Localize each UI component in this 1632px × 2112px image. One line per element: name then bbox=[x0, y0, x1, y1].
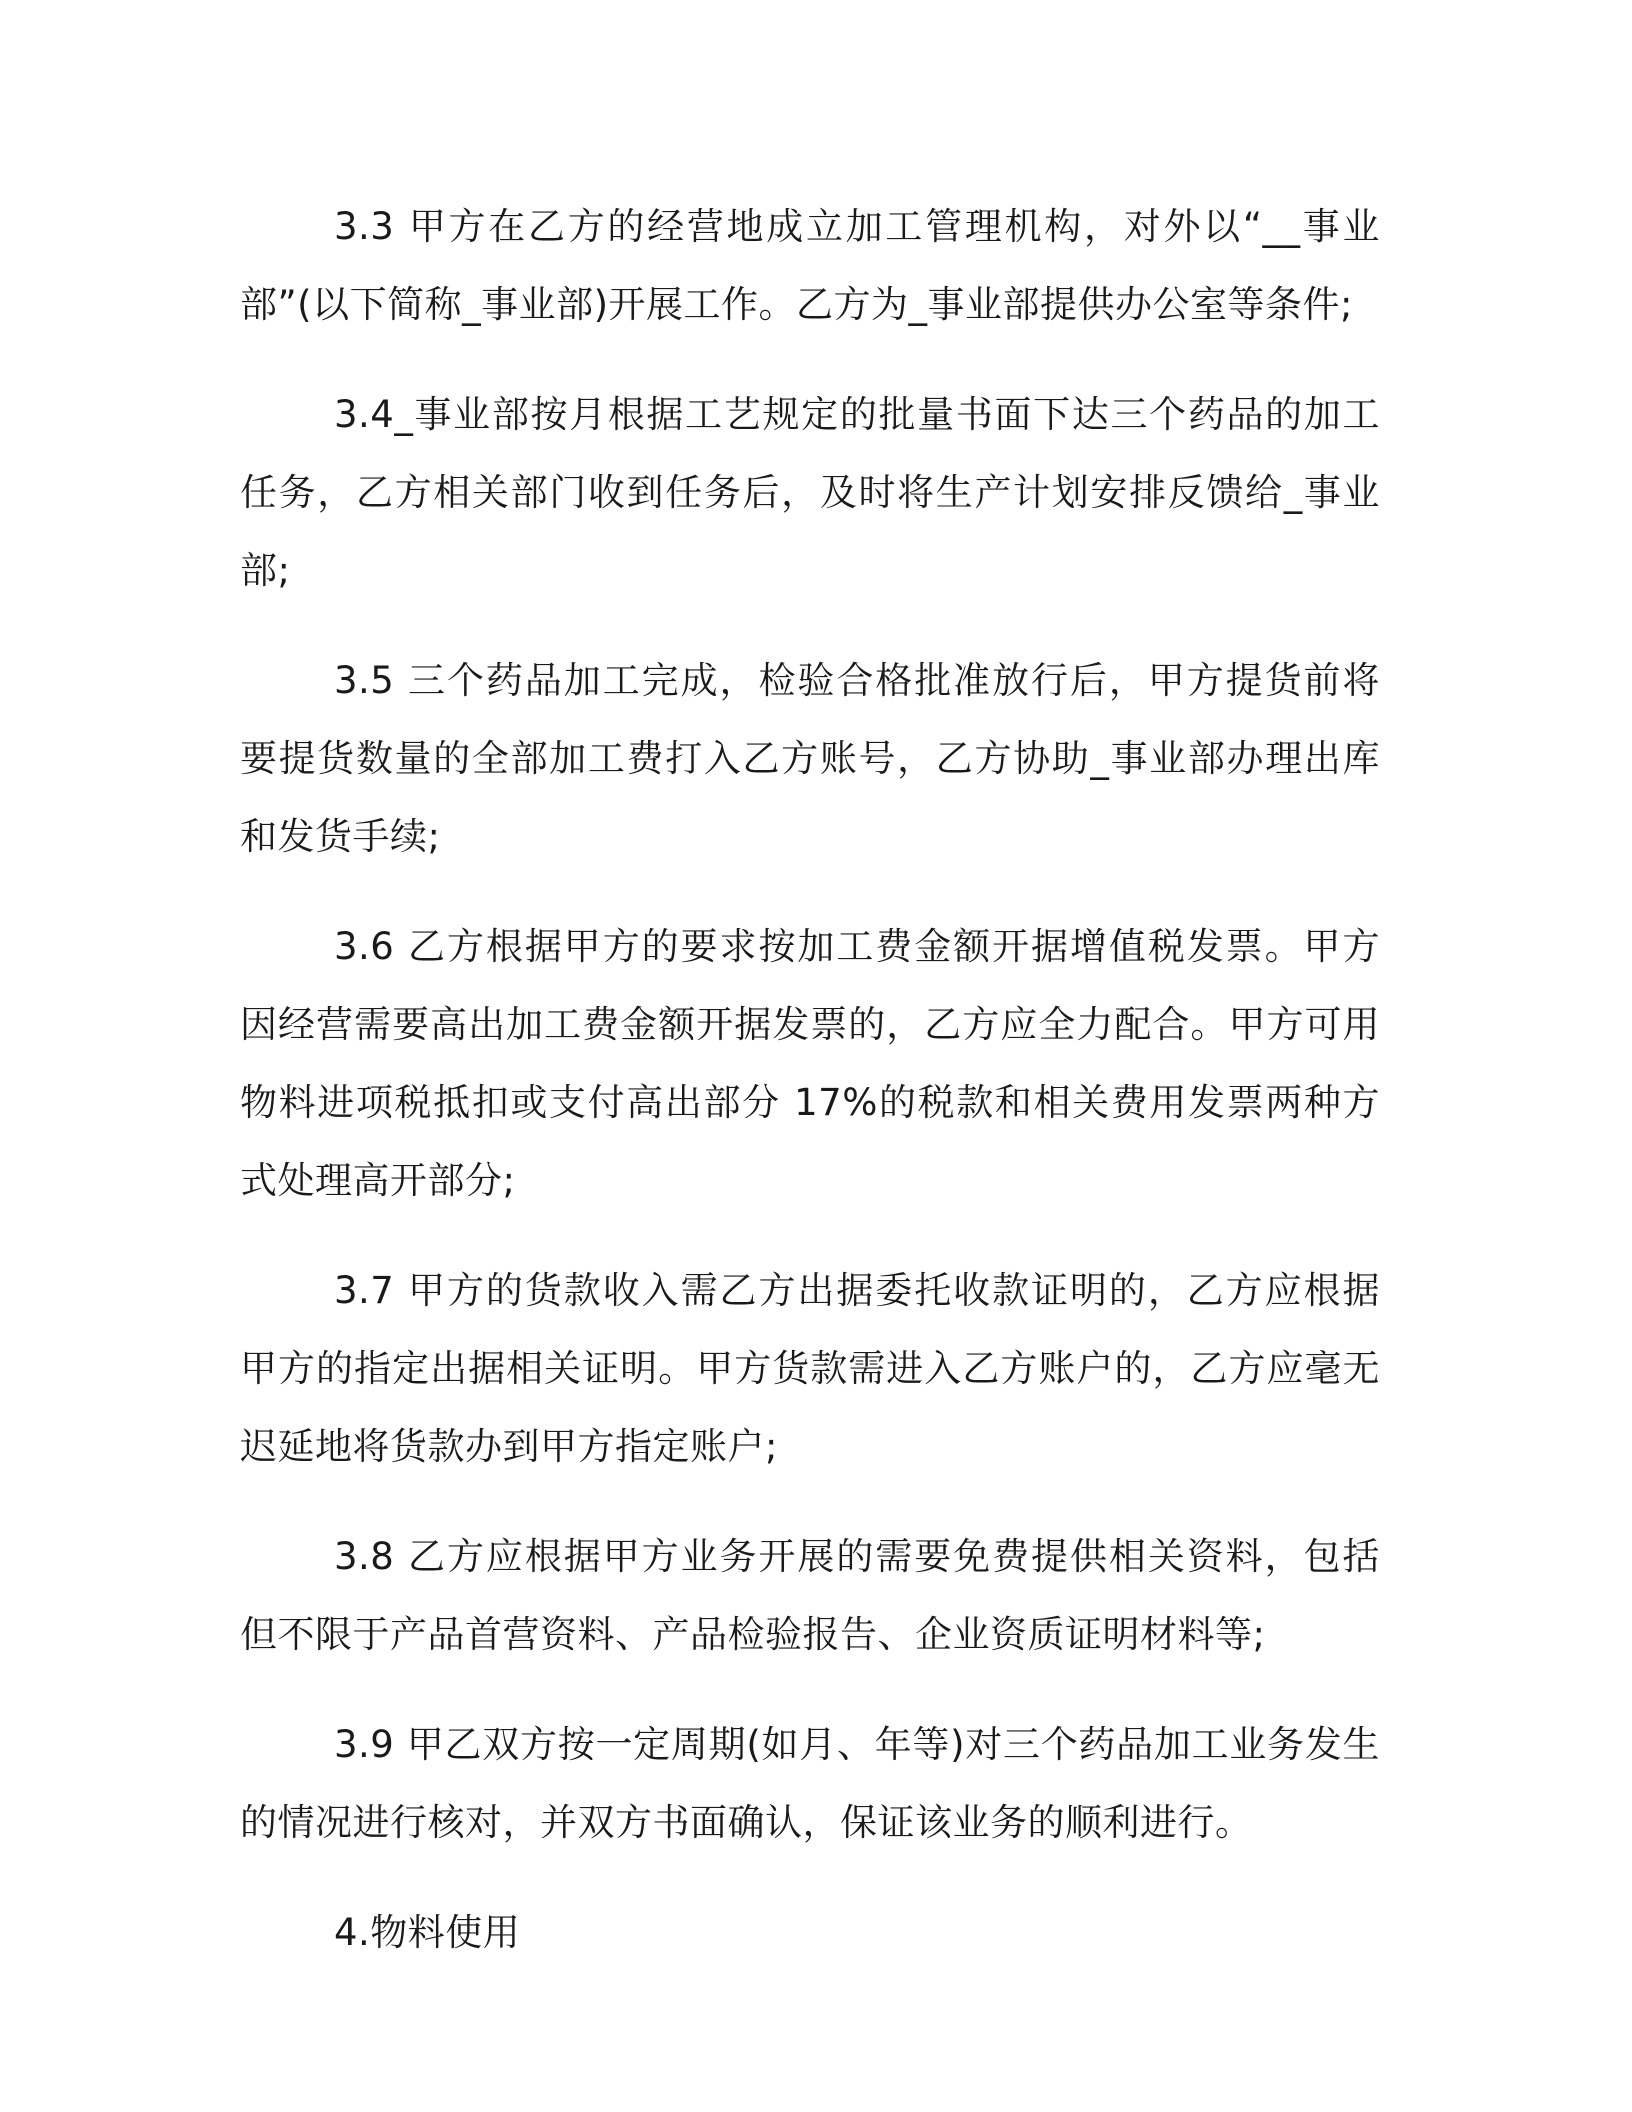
clause-3-3: 3.3 甲方在乙方的经营地成立加工管理机构，对外以“__事业部”(以下简称_事业部)开展工作。乙方为_事业部提供办公室等条件; bbox=[240, 205, 1380, 326]
clause-3-8: 3.8 乙方应根据甲方业务开展的需要免费提供相关资料，包括但不限于产品首营资料、产品检验报告、企业资质证明材料等; bbox=[240, 1535, 1380, 1656]
document-body bbox=[240, 188, 1380, 2004]
clause-3-7: 3.7 甲方的货款收入需乙方出据委托收款证明的，乙方应根据甲方的指定出据相关证明。甲方货款需进入乙方账户的，乙方应毫无迟延地将货款办到甲方指定账户; bbox=[240, 1269, 1380, 1468]
clause-3-9: 3.9 甲乙双方按一定周期(如月、年等)对三个药品加工业务发生的情况进行核对，并双方书面确认，保证该业务的顺利进行。 bbox=[240, 1723, 1380, 1844]
section-4-heading: 4.物料使用 bbox=[334, 1911, 521, 1954]
clause-3-4: 3.4_事业部按月根据工艺规定的批量书面下达三个药品的加工任务，乙方相关部门收到任务后，及时将生产计划安排反馈给_事业部; bbox=[240, 393, 1380, 592]
clause-3-5: 3.5 三个药品加工完成，检验合格批准放行后，甲方提货前将要提货数量的全部加工费打入乙方账号，乙方协助_事业部办理出库和发货手续; bbox=[240, 659, 1380, 858]
clause-3-6: 3.6 乙方根据甲方的要求按加工费金额开据增值税发票。甲方因经营需要高出加工费金额开据发票的，乙方应全力配合。甲方可用物料进项税抵扣或支付高出部分 17%的税款和相关费用发票两种方式处理高开部分; bbox=[240, 925, 1380, 1202]
